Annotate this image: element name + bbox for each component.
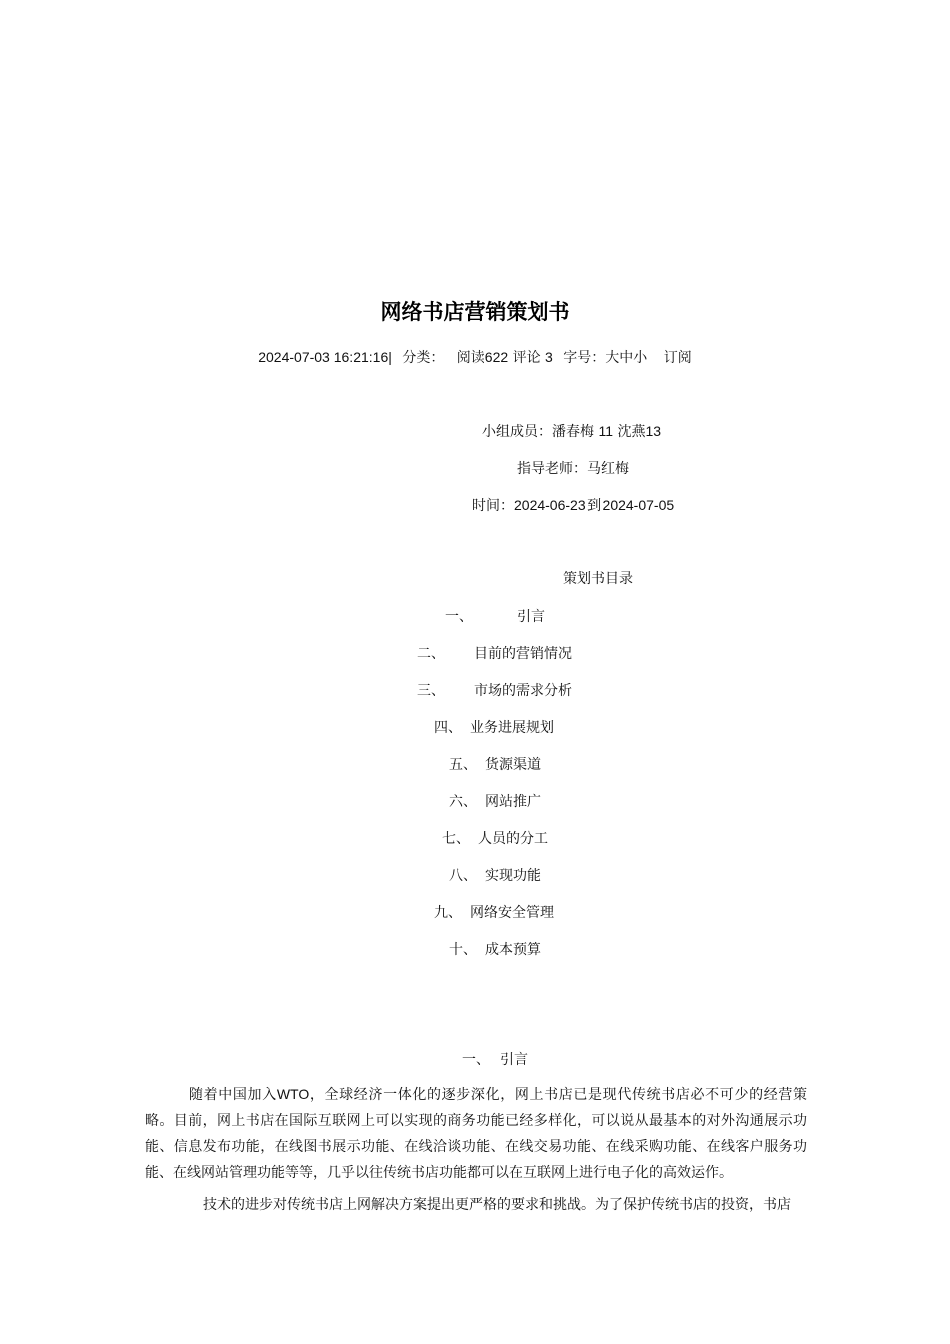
toc-item — [449, 791, 541, 811]
toc-item-text: 引言 — [517, 609, 545, 625]
read-label: 阅读 — [456, 350, 485, 366]
toc-item-number: 一、 — [445, 609, 473, 625]
toc-item-text: 目前的营销情况 — [474, 646, 572, 662]
toc-item-text: 网站推广 — [485, 794, 541, 810]
section-title: 引言 — [500, 1052, 528, 1068]
member2-name: 沈燕 — [617, 424, 646, 440]
toc-item — [449, 939, 541, 959]
period-separator: 到 — [587, 498, 602, 514]
member1-number: 11 — [598, 423, 613, 439]
toc-item — [445, 606, 545, 626]
paragraph-term: WTO — [276, 1086, 310, 1102]
advisor-name: 马红梅 — [587, 461, 629, 477]
paragraph-text: 技术的进步对传统书店上网解决方案提出更严格的要求和挑战。为了保护传统书店的投资，书店 — [203, 1197, 791, 1213]
subscribe-link[interactable]: 订阅 — [663, 350, 692, 366]
document-title: 网络书店营销策划书 — [380, 300, 570, 324]
section-paragraph — [145, 1081, 807, 1186]
toc-item — [442, 828, 548, 848]
project-period — [472, 495, 674, 515]
toc-item-number: 五、 — [449, 757, 477, 773]
comment-count: 3 — [545, 349, 553, 365]
toc-item-number: 六、 — [449, 794, 477, 810]
toc-item-number: 七、 — [442, 831, 470, 847]
paragraph-text: ，全球经济一体化的逐步深化，网上书店已是现代传统书店必不可少的经营策略。目前，网上书店在国际互联网上可以实现的商务功能已经多样化，可以说从最基本的对外沟通展示功能、信息发布功能，在线图书展示功能、在线洽谈功能、在线交易功能、在线采购功能、在线客户服务功能、在线网站管理功能等等，几乎以往传统书店功能都可以在互联网上进行电子化的高效运作。 — [145, 1087, 808, 1181]
period-label: 时间： — [472, 498, 514, 514]
advisor-label: 指导老师： — [517, 461, 587, 477]
period-start: 2024-06-23 — [514, 497, 586, 513]
toc-item-text: 货源渠道 — [485, 757, 541, 773]
toc-item-text: 业务进展规划 — [470, 720, 554, 736]
toc-item — [434, 902, 554, 922]
toc-item — [449, 754, 541, 774]
toc-item-number: 九、 — [434, 905, 462, 921]
members-label: 小组成员： — [482, 424, 552, 440]
section-heading — [462, 1049, 528, 1069]
toc-item-text: 市场的需求分析 — [474, 683, 572, 699]
toc-item-text: 人员的分工 — [478, 831, 548, 847]
member1-name: 潘春梅 — [552, 424, 594, 440]
toc-item — [417, 643, 572, 663]
advisor — [517, 458, 629, 478]
paragraph-text: 随着中国加入 — [189, 1087, 277, 1103]
category-label: 分类： — [402, 350, 445, 366]
font-size-label: 字号： — [563, 350, 606, 366]
section-number: 一、 — [462, 1052, 490, 1068]
period-end: 2024-07-05 — [602, 497, 675, 513]
toc-item — [417, 680, 572, 700]
section-paragraph — [145, 1192, 807, 1218]
toc-item-number: 十、 — [449, 942, 477, 958]
post-datetime: 2024-07-03 16:21:16| — [258, 349, 392, 365]
toc-item — [434, 717, 554, 737]
toc-item-number: 二、 — [417, 646, 445, 662]
font-size-options[interactable]: 大中小 — [605, 350, 648, 366]
toc-item-number: 八、 — [449, 868, 477, 884]
toc-item-text: 成本预算 — [485, 942, 541, 958]
toc-item — [449, 865, 541, 885]
group-members — [482, 421, 661, 441]
toc-item-number: 四、 — [434, 720, 462, 736]
toc-item-number: 三、 — [417, 683, 445, 699]
comment-link[interactable]: 评论 — [512, 350, 541, 366]
toc-heading: 策划书目录 — [563, 571, 633, 587]
post-meta-line — [0, 347, 950, 367]
toc-item-text: 网络安全管理 — [470, 905, 554, 921]
read-count: 622 — [484, 349, 509, 365]
toc-item-text: 实现功能 — [485, 868, 541, 884]
member2-number: 13 — [645, 423, 662, 439]
